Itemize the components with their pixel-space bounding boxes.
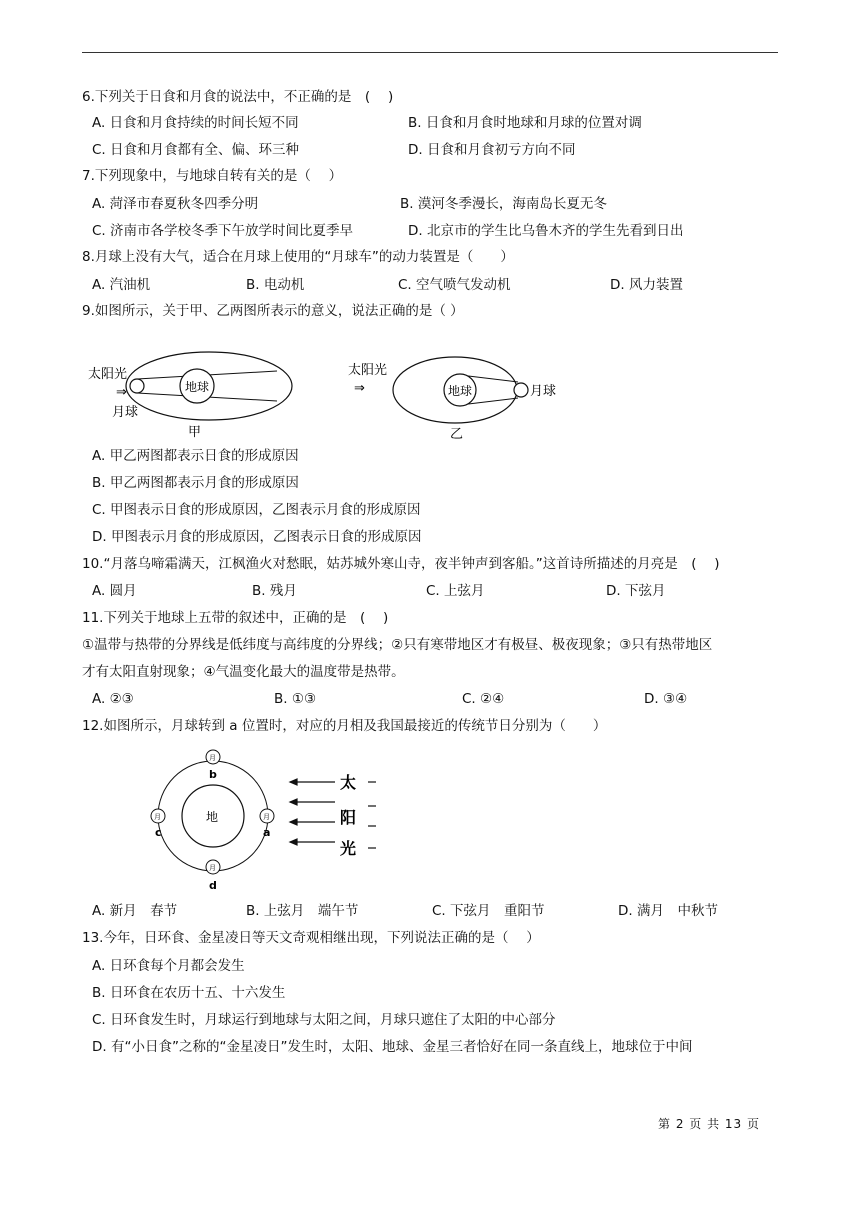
- q12-stem: 12.如图所示，月球转到 a 位置时，对应的月相及我国最接近的传统节日分别为（ ）: [82, 718, 607, 734]
- yi-moon-label: 月球: [530, 384, 557, 399]
- svg-text:月: 月: [209, 864, 216, 872]
- q13-option-b[interactable]: B. 日环食在农历十五、十六发生: [92, 985, 286, 1001]
- yi-sunlight-label: 太阳光: [348, 363, 388, 378]
- jia-earth-label: 地球: [185, 380, 210, 394]
- jia-sunlight-label: 太阳光: [88, 367, 128, 382]
- q12-option-a[interactable]: A. 新月 春节: [92, 903, 178, 919]
- q11-body-2: 才有太阳直射现象；④气温变化最大的温度带是热带。: [82, 664, 405, 680]
- q10-option-b[interactable]: B. 残月: [252, 583, 297, 599]
- q11-option-d[interactable]: D. ③④: [644, 691, 688, 707]
- q11-option-c[interactable]: C. ②④: [462, 691, 505, 707]
- q10-option-a[interactable]: A. 圆月: [92, 583, 137, 599]
- svg-text:月: 月: [154, 813, 161, 821]
- q12-sun-char-3: 光: [340, 839, 357, 858]
- q13-option-c[interactable]: C. 日环食发生时，月球运行到地球与太阳之间，月球只遮住了太阳的中心部分: [92, 1012, 556, 1028]
- svg-text:⇒: ⇒: [116, 385, 127, 400]
- q11-option-b[interactable]: B. ①③: [274, 691, 317, 707]
- figure-jia: [88, 352, 292, 440]
- q9-option-b[interactable]: B. 甲乙两图都表示月食的形成原因: [92, 475, 299, 491]
- q12-label-c: c: [155, 826, 162, 839]
- q12-option-d[interactable]: D. 满月 中秋节: [618, 903, 718, 919]
- q12-sunlight-arrows: [290, 779, 376, 848]
- q6-stem: 6.下列关于日食和月食的说法中，不正确的是 ( ): [82, 89, 394, 105]
- q7-option-d[interactable]: D. 北京市的学生比乌鲁木齐的学生先看到日出: [408, 223, 684, 239]
- q11-option-a[interactable]: A. ②③: [92, 691, 134, 707]
- q6-option-d[interactable]: D. 日食和月食初亏方向不同: [408, 142, 576, 158]
- q8-option-d[interactable]: D. 风力装置: [610, 277, 683, 293]
- q12-label-a: a: [263, 826, 271, 839]
- q12-option-b[interactable]: B. 上弦月 端午节: [246, 903, 359, 919]
- q7-stem: 7.下列现象中，与地球自转有关的是（ ）: [82, 168, 343, 184]
- yi-moon: [514, 383, 528, 397]
- q10-stem: 10.“月落乌啼霜满天，江枫渔火对愁眠，姑苏城外寒山寺，夜半钟声到客船。”这首诗所描述的月亮是 ( ): [82, 556, 720, 572]
- jia-moon-label: 月球: [112, 405, 139, 420]
- q11-body-1: ①温带与热带的分界线是低纬度与高纬度的分界线；②只有寒带地区才有极昼、极夜现象；③只有热带地区: [82, 637, 713, 653]
- q10-option-d[interactable]: D. 下弦月: [606, 583, 666, 599]
- q8-option-a[interactable]: A. 汽油机: [92, 277, 151, 293]
- q11-stem: 11.下列关于地球上五带的叙述中，正确的是 ( ): [82, 610, 389, 626]
- page-footer: 第 2 页 共 13 页: [658, 1117, 760, 1131]
- header-rule: [82, 52, 778, 53]
- q8-stem: 8.月球上没有大气，适合在月球上使用的“月球车”的动力装置是（ ）: [82, 249, 514, 265]
- q9-option-c[interactable]: C. 甲图表示日食的形成原因，乙图表示月食的形成原因: [92, 502, 421, 518]
- svg-text:月: 月: [263, 813, 270, 821]
- q12-option-c[interactable]: C. 下弦月 重阳节: [432, 903, 545, 919]
- svg-text:月: 月: [209, 754, 216, 762]
- q12-sun-char-1: 太: [340, 773, 357, 792]
- q13-stem: 13.今年，日环食、金星凌日等天文奇观相继出现，下列说法正确的是（ ）: [82, 930, 540, 946]
- yi-earth-label: 地球: [448, 384, 473, 398]
- q12-sun-char-2: 阳: [340, 808, 357, 827]
- q7-option-a[interactable]: A. 菏泽市春夏秋冬四季分明: [92, 196, 259, 212]
- q7-option-c[interactable]: C. 济南市各学校冬季下午放学时间比夏季早: [92, 223, 354, 239]
- q8-option-b[interactable]: B. 电动机: [246, 277, 305, 293]
- q13-option-d[interactable]: D. 有“小日食”之称的“金星凌日”发生时，太阳、地球、金星三者恰好在同一条直线上，地球位于中间: [92, 1039, 693, 1055]
- q8-option-c[interactable]: C. 空气喷气发动机: [398, 277, 511, 293]
- svg-text:⇒: ⇒: [354, 381, 365, 396]
- q13-option-a[interactable]: A. 日环食每个月都会发生: [92, 958, 245, 974]
- q7-option-b[interactable]: B. 漠河冬季漫长，海南岛长夏无冬: [400, 196, 607, 212]
- jia-caption: 甲: [188, 425, 202, 440]
- q6-option-a[interactable]: A. 日食和月食持续的时间长短不同: [92, 115, 299, 131]
- q9-option-a[interactable]: A. 甲乙两图都表示日食的形成原因: [92, 448, 299, 464]
- figure-yi: [348, 357, 556, 442]
- q9-option-d[interactable]: D. 甲图表示月食的形成原因，乙图表示日食的形成原因: [92, 529, 422, 545]
- q6-option-c[interactable]: C. 日食和月食都有全、偏、环三种: [92, 142, 300, 158]
- q12-label-b: b: [209, 768, 217, 781]
- q9-stem: 9.如图所示，关于甲、乙两图所表示的意义，说法正确的是（ ）: [82, 303, 464, 319]
- yi-caption: 乙: [450, 427, 464, 442]
- q9-eclipse-figure: [84, 348, 584, 444]
- q6-option-b[interactable]: B. 日食和月食时地球和月球的位置对调: [408, 115, 642, 131]
- q12-earth-label: 地: [206, 810, 219, 824]
- q12-moon-phase-figure: [140, 744, 390, 894]
- q10-option-c[interactable]: C. 上弦月: [426, 583, 485, 599]
- q12-label-d: d: [209, 879, 217, 892]
- jia-moon: [130, 379, 144, 393]
